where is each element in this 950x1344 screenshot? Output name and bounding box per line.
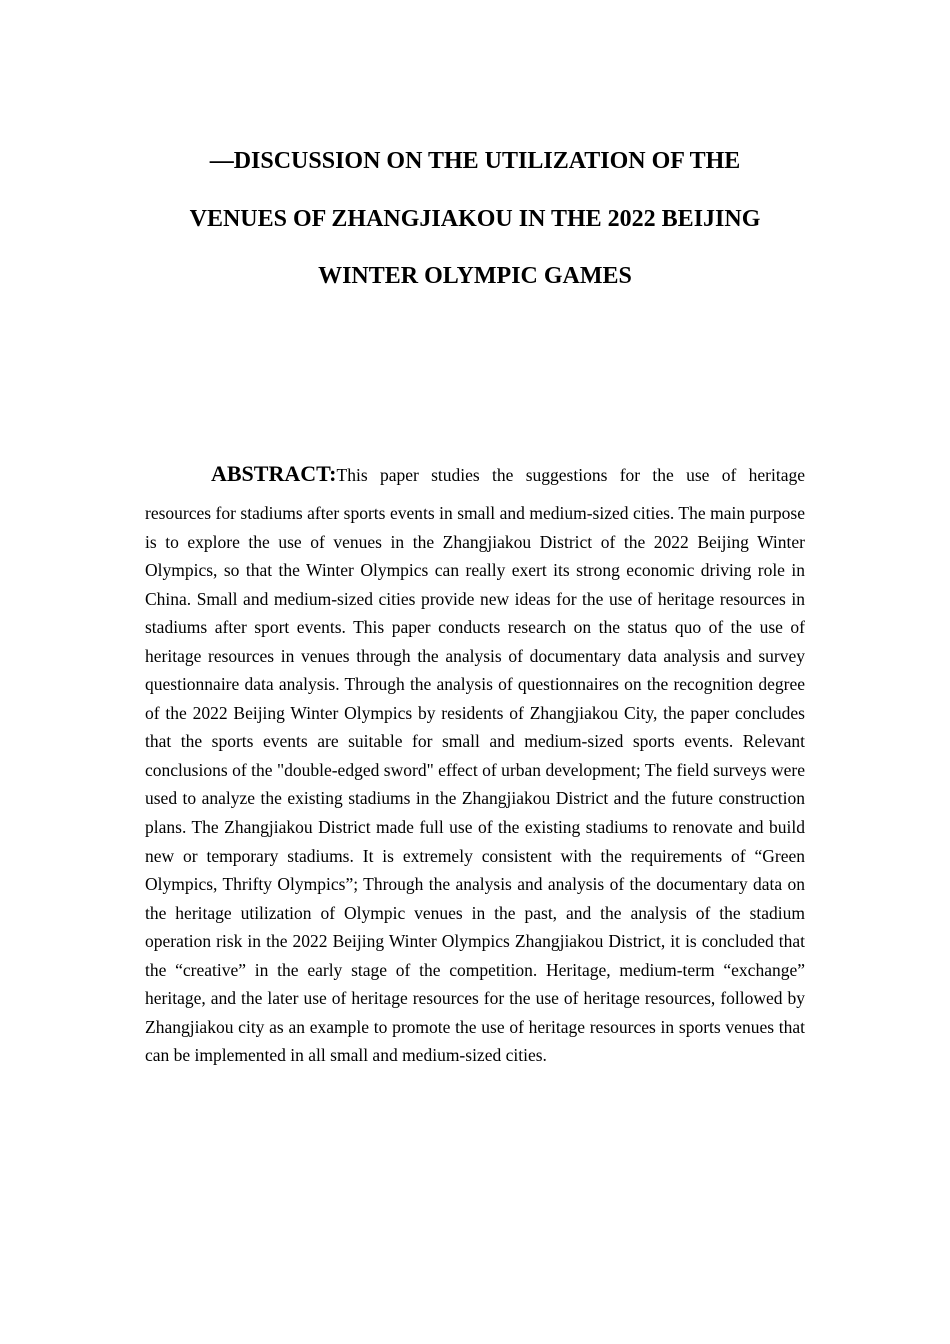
paper-title bbox=[145, 133, 805, 306]
paper-title-line-1: —DISCUSSION ON THE UTILIZATION OF THE bbox=[209, 148, 741, 174]
abstract-body: resources for stadiums after sports events in small and medium-sized cities. The main purpose is to explore the use of venues in the Zhangjiakou District of the 2022 Beijing Winter Olympics, so that the Winter Olympics can really exert its strong economic driving role in China. Small and medium-sized cities provide new ideas for the use of heritage resources in stadiums after sport events. This paper conducts research on the status quo of the use of heritage resources in venues through the analysis of documentary data analysis and survey questionnaire data analysis. Through the analysis of questionnaires on the recognition degree of the 2022 Beijing Winter Olympics by residents of Zhangjiakou City, the paper concludes that the sports events are suitable for small and medium-sized sports events. Relevant conclusions of the "double-edged sword" effect of urban development; The field surveys were used to analyze the existing stadiums in the Zhangjiakou District and the future construction plans. The Zhangjiakou District made full use of the existing stadiums to renovate and build new or temporary stadiums. It is extremely consistent with the requirements of “Green Olympics, Thrifty Olympics”; Through the analysis and analysis of the documentary data on the heritage utilization of Olympic venues in the past, and the analysis of the stadium operation risk in the 2022 Beijing Winter Olympics Zhangjiakou District, it is concluded that the “creative” in the early stage of the competition. Heritage, medium-term “exchange” heritage, and the later use of heritage resources for the use of heritage resources, followed by Zhangjiakou city as an example to promote the use of heritage resources in sports venues that can be implemented in all small and medium-sized cities. bbox=[145, 503, 805, 1066]
paper-title-line-2: VENUES OF ZHANGJIAKOU IN THE 2022 BEIJING bbox=[189, 205, 761, 232]
abstract-opening-text: This paper studies the suggestions for the use of heritage bbox=[336, 465, 805, 485]
abstract-first-line bbox=[145, 458, 805, 491]
abstract-label: ABSTRACT: bbox=[211, 461, 337, 486]
abstract-section bbox=[145, 458, 805, 1070]
paper-title-line-3: WINTER OLYMPIC GAMES bbox=[318, 263, 632, 289]
